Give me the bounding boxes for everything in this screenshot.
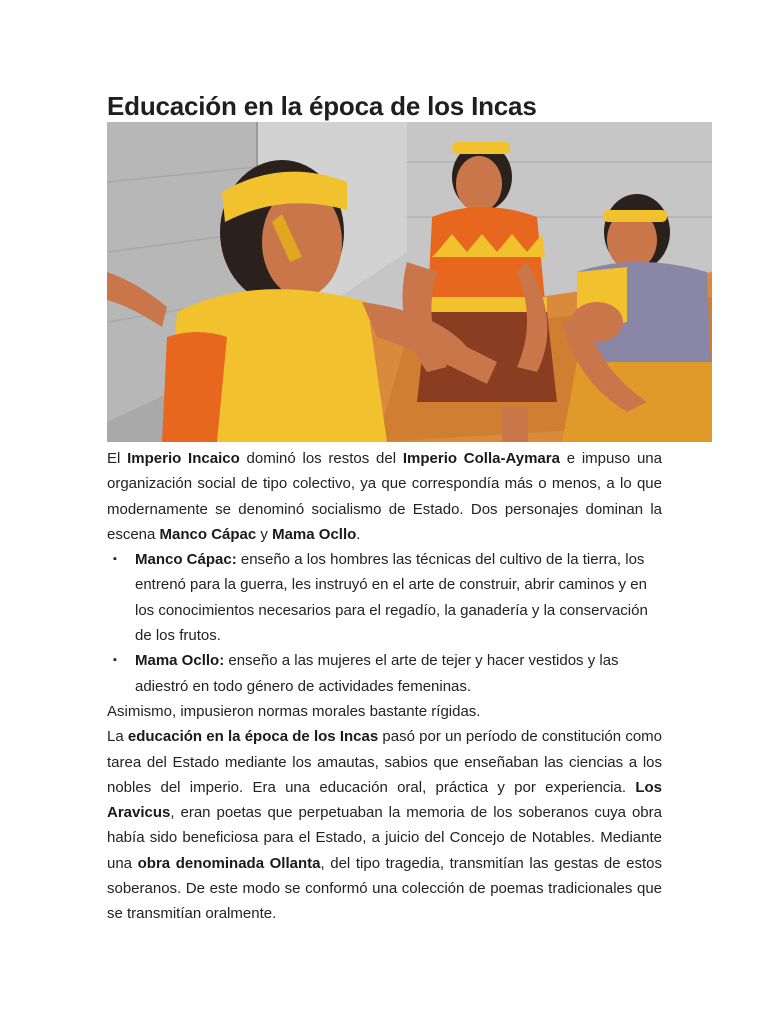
- list-item: ▪ Mama Ocllo: enseño a las mujeres el arte de tejer y hacer vestidos y las adiestró en todo género de actividades femeninas.: [107, 648, 662, 699]
- page-title-block: [107, 88, 662, 124]
- term-mama-ocllo: Mama Ocllo: [272, 525, 357, 543]
- term-educacion-incas: educación en la época de los Incas: [127, 728, 379, 746]
- square-bullet-icon: ▪: [113, 654, 117, 667]
- morals-paragraph: Asimismo, impusieron normas morales bastante rígidas.: [107, 702, 481, 720]
- term-los-aravicus: Los Aravicus: [107, 778, 662, 822]
- page-title: Educación en la época de los Incas: [107, 91, 537, 121]
- intro-paragraph: El Imperio Incaico dominó los restos del Imperio Colla-Aymara e impuso una organización social de tipo colectivo, ya que correspondía más o menos, a lo que modernamente se denominó socialismo de Estado. Dos personajes dominan la escena Manco Cápac y Mama Ocllo.: [107, 450, 662, 543]
- bullet-list: [107, 547, 662, 699]
- term-obra-ollanta: obra denominada Ollanta: [137, 854, 321, 872]
- list-item: ▪ Manco Cápac: enseño a los hombres las técnicas del cultivo de la tierra, los entrenó para la guerra, les instruyó en el arte de construir, abrir caminos y en los conocimientos necesarios para el regadío, la ganadería y la conservación de los frutos.: [107, 547, 662, 648]
- square-bullet-icon: ▪: [113, 553, 117, 566]
- article-body: [107, 446, 662, 927]
- term-manco-capac: Manco Cápac: [159, 525, 257, 543]
- education-paragraph: La educación en la época de los Incas pasó por un período de constitución como tarea del Estado mediante los amautas, sabios que enseñaban las ciencias a los nobles del imperio. Era una educación oral, práctica y por experiencia. Los Aravicus, eran poetas que perpetuaban la memoria de los soberanos cuya obra había sido beneficiosa para el Estado, a juicio del Concejo de Notables. Mediante una obra denominada Ollanta, del tipo tragedia, transmitían las gestas de estos soberanos. De este modo se conformó una colección de poemas tradicionales que se transmitían oralmente.: [107, 728, 663, 923]
- term-imperio-colla-aymara: Imperio Colla-Aymara: [402, 450, 560, 467]
- inca-teacher-and-students-illustration: [107, 122, 712, 442]
- term-imperio-incaico: Imperio Incaico: [127, 450, 240, 467]
